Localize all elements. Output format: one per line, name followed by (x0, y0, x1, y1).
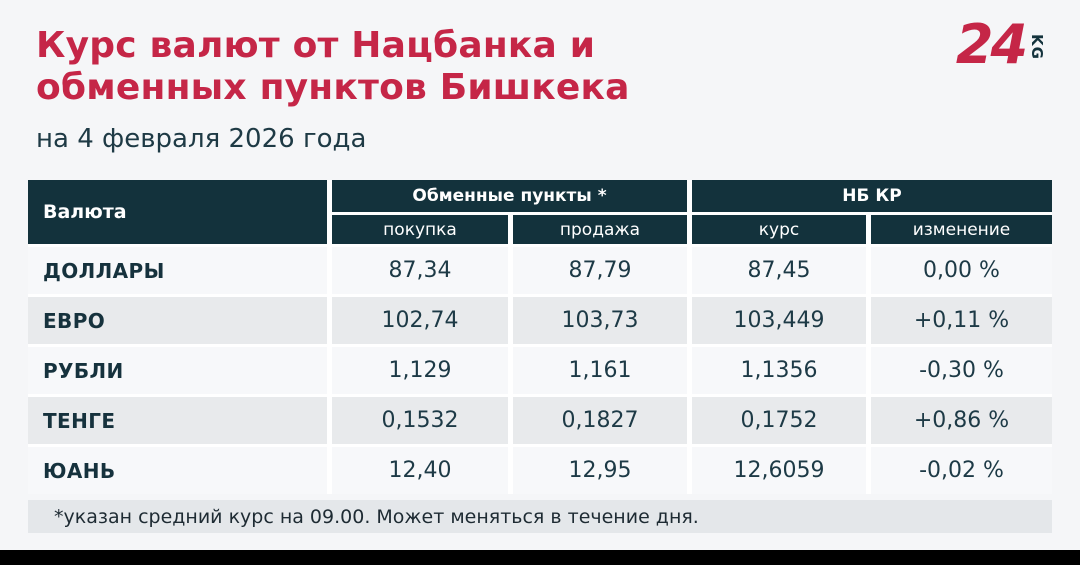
row-yuan-name: ЮАНЬ (28, 447, 327, 494)
header-group-exchange-points: Обменные пункты * (332, 180, 687, 212)
row-dollars-name: ДОЛЛАРЫ (28, 247, 327, 294)
row-yuan-change: -0,02 % (871, 447, 1052, 494)
row-tenge-change: +0,86 % (871, 397, 1052, 444)
footnote-bar: *указан средний курс на 09.00. Может меняться в течение дня. (28, 500, 1052, 533)
header-rate: курс (692, 215, 866, 244)
row-euro-change: +0,11 % (871, 297, 1052, 344)
row-dollars-buy: 87,34 (332, 247, 508, 294)
24kg-logo (955, 13, 1050, 76)
row-tenge-rate: 0,1752 (692, 397, 866, 444)
row-rubles-buy: 1,129 (332, 347, 508, 394)
row-rubles-name: РУБЛИ (28, 347, 327, 394)
row-dollars-sell: 87,79 (513, 247, 687, 294)
currency-rates-table (28, 180, 1052, 494)
logo-24-icon: 24 (955, 13, 1026, 76)
row-rubles-sell: 1,161 (513, 347, 687, 394)
row-tenge-buy: 0,1532 (332, 397, 508, 444)
row-yuan-sell: 12,95 (513, 447, 687, 494)
row-euro-sell: 103,73 (513, 297, 687, 344)
row-dollars-rate: 87,45 (692, 247, 866, 294)
date-subtitle: на 4 февраля 2026 года (36, 123, 367, 154)
page-title-line2: обменных пунктов Бишкека (36, 66, 630, 108)
header (0, 0, 1080, 154)
header-buy: покупка (332, 215, 508, 244)
row-rubles-change: -0,30 % (871, 347, 1052, 394)
page-title-line1: Курс валют от Нацбанка и (36, 25, 596, 66)
header-group-nbkr: НБ КР (692, 180, 1052, 212)
bottom-black-bar (0, 550, 1080, 565)
header-change: изменение (871, 215, 1052, 244)
row-tenge-name: ТЕНГЕ (28, 397, 327, 444)
row-euro-buy: 102,74 (332, 297, 508, 344)
row-euro-rate: 103,449 (692, 297, 866, 344)
header-currency: Валюта (28, 180, 327, 244)
header-sell: продажа (513, 215, 687, 244)
row-yuan-rate: 12,6059 (692, 447, 866, 494)
page-title (36, 25, 1047, 109)
row-rubles-rate: 1,1356 (692, 347, 866, 394)
row-euro-name: ЕВРО (28, 297, 327, 344)
logo-kg-label: KG (1028, 33, 1047, 60)
row-tenge-sell: 0,1827 (513, 397, 687, 444)
row-yuan-buy: 12,40 (332, 447, 508, 494)
row-dollars-change: 0,00 % (871, 247, 1052, 294)
